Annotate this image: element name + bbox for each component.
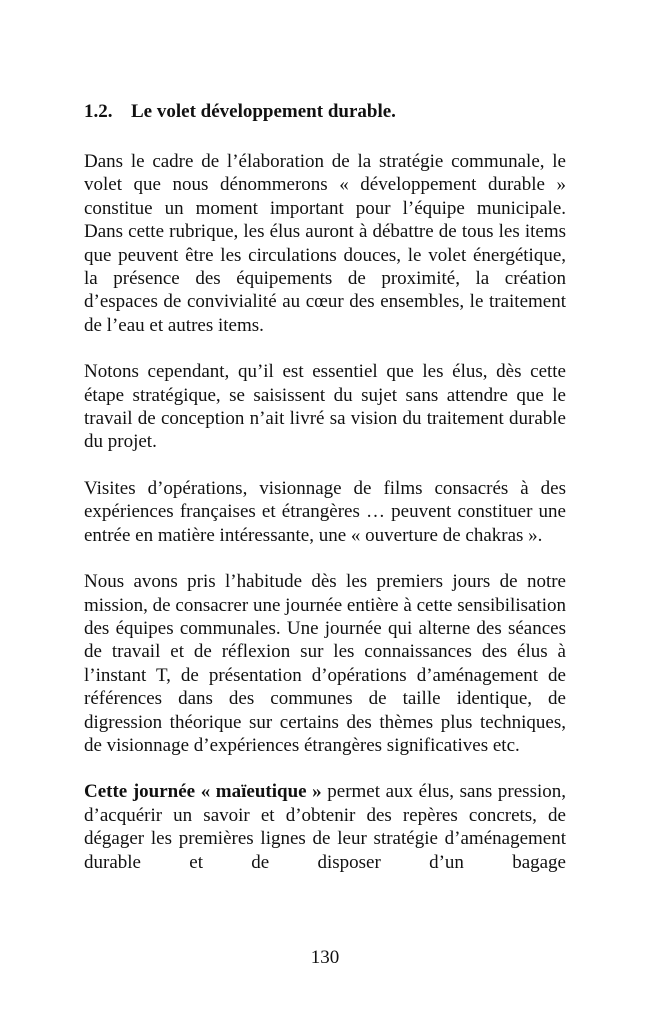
page-number: 130 (310, 947, 340, 968)
paragraph-awareness-day: Nous avons pris l’habitude dès les premiers jours de notre mission, de consacrer une journée entière à cette sensibilisation des équipes communales. Une journée qui alterne des séances de travail et de réflexion sur les connaissances des élus à l’instant T, de présentation d’opérations d’aménagement de références dans des communes de taille identique, de digression théorique sur certains des thèmes plus techniques, de visionnage d’expériences étrangères significatives etc. (84, 571, 566, 756)
paragraph-strategic-stage: Notons cependant, qu’il est essentiel que les élus, dès cette étape stratégique, se saisissent du sujet sans attendre que le travail de conception n’ait livré sa vision du traitement durable du projet. (84, 361, 566, 453)
section-heading (84, 100, 566, 123)
maieutic-day-text: permet aux élus, sans pression, d’acquérir un savoir et d’obtenir des repères concrets, de dégager les premières lignes de leur stratégie d’aménagement durable et de disposer d’un bagage (84, 781, 566, 873)
section-number: 1.2. (84, 101, 113, 122)
maieutic-day-lead: Cette journée « maïeutique » (84, 781, 322, 803)
paragraph-site-visits: Visites d’opérations, visionnage de films consacrés à des expériences françaises et étrangères … peuvent constituer une entrée en matière intéressante, une « ouverture de chakras ». (84, 477, 566, 546)
paragraph-sustainable-development: Dans le cadre de l’élaboration de la stratégie communale, le volet que nous dénommerons « développement durable » constitue un moment important pour l’équipe municipale. Dans cette rubrique, les élus auront à débattre de tous les items que peuvent être les circulations douces, le volet énergétique, la présence des équipements de proximité, la création d’espaces de convivialité au cœur des ensembles, le traitement de l’eau et autres items. (84, 151, 566, 336)
page-body (84, 100, 566, 874)
section-title: Le volet développement durable. (131, 101, 396, 122)
paragraph-maieutic-day (84, 780, 566, 874)
